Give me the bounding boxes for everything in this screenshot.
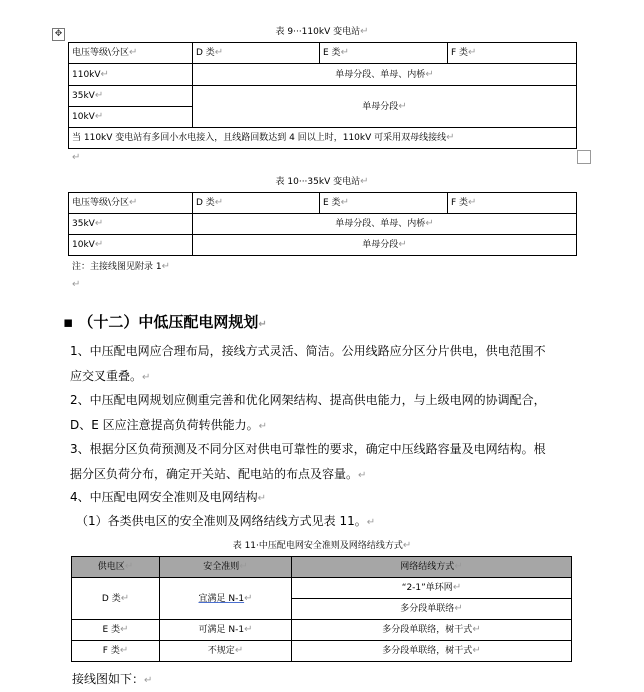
table-row [69,64,577,86]
table-cell: F 类↵ [448,43,577,64]
paragraph-4: 4、中压配电网安全准则及电网结构↵ [70,490,267,504]
table-move-handle-icon[interactable]: ✥ [52,28,65,41]
table-cell: 单母分段、单母、内桥↵ [193,214,577,235]
table10 [68,192,577,256]
table-cell: F 类↵ [448,193,577,214]
paragraph-line: 应交叉重叠。↵ [70,369,151,383]
table11 [71,556,572,662]
paragraph-2 [70,388,580,439]
paragraph-line: 1、中压配电网应合理布局，接线方式灵活、简洁。公用线路应分区分片供电，供电范围不 [70,344,546,358]
table9 [68,42,577,149]
paragraph-line: D、E 区应注意提高负荷转供能力。↵ [70,418,268,432]
table-cell: 35kV↵ [69,86,193,107]
table-cell: 110kV↵ [69,64,193,86]
footer-line: 接线图如下：↵ [72,672,153,686]
table-row [69,193,577,214]
table-row [69,43,577,64]
table-cell: 单母分段、单母、内桥↵ [193,64,577,86]
table-row [72,620,572,641]
table-cell: 10kV↵ [69,107,193,128]
table-row [69,128,577,149]
paragraph-1 [70,339,580,390]
table-cell: D 类↵ [72,578,160,620]
table-cell: 电压等级\分区↵ [69,43,193,64]
paragraph-line: 3、根据分区负荷预测及不同分区对供电可靠性的要求，确定中压线路容量及电网结构。根 [70,442,546,456]
table-cell: 多分段单联络，树干式↵ [292,620,572,641]
table-cell: F 类↵ [72,641,160,662]
table-cell: 10kV↵ [69,235,193,256]
paragraph-mark: ↵ [72,279,81,290]
table-cell: 不规定↵ [160,641,292,662]
paragraph-line: 2、中压配电网规划应侧重完善和优化网架结构、提高供电能力，与上级电网的协调配合， [70,393,546,407]
table-cell: E 类↵ [320,193,448,214]
table-cell: E 类↵ [72,620,160,641]
table-cell: 网络结线方式↵ [292,557,572,578]
table-resize-handle[interactable] [577,150,591,164]
table-cell: 安全准则↵ [160,557,292,578]
table-row [69,86,577,107]
table9-caption: 表 9···110kV 变电站↵ [275,26,369,37]
table-row [72,578,572,599]
table-cell: 供电区↵ [72,557,160,578]
table-cell: 电压等级\分区↵ [69,193,193,214]
table-cell: E 类↵ [320,43,448,64]
paragraph-mark: ↵ [72,152,81,163]
table-cell: 35kV↵ [69,214,193,235]
section-heading: ▪ （十二）中低压配电网规划↵ [63,313,267,331]
table-cell: 宜满足 N-1↵ [160,578,292,620]
table-cell: D 类↵ [193,193,320,214]
paragraph-line: 据分区负荷分布，确定开关站、配电站的布点及容量。↵ [70,467,367,481]
paragraph-5: （1）各类供电区的安全准则及网络结线方式见表 11。↵ [76,514,376,528]
table-row [69,214,577,235]
paragraph-3 [70,437,580,488]
table10-caption: 表 10···35kV 变电站↵ [275,176,369,187]
table-cell: 单母分段↵ [193,235,577,256]
table-cell: “2-1”单环网↵ [292,578,572,599]
table11-caption: 表 11·中压配电网安全准则及网络结线方式↵ [232,540,412,551]
table-row [72,557,572,578]
table-row [72,641,572,662]
table-cell: D 类↵ [193,43,320,64]
table-note: 当 110kV 变电站有多回小水电接入，且线路回数达到 4 回以上时，110kV 可采用双母线接线↵ [69,128,577,149]
table-row [69,235,577,256]
main-wiring-note: 注：主接线图见附录 1↵ [72,261,170,272]
table-cell: 多分段单联络，树干式↵ [292,641,572,662]
table-cell: 多分段单联络↵ [292,599,572,620]
table-cell: 单母分段↵ [193,86,577,128]
table-cell: 可满足 N-1↵ [160,620,292,641]
